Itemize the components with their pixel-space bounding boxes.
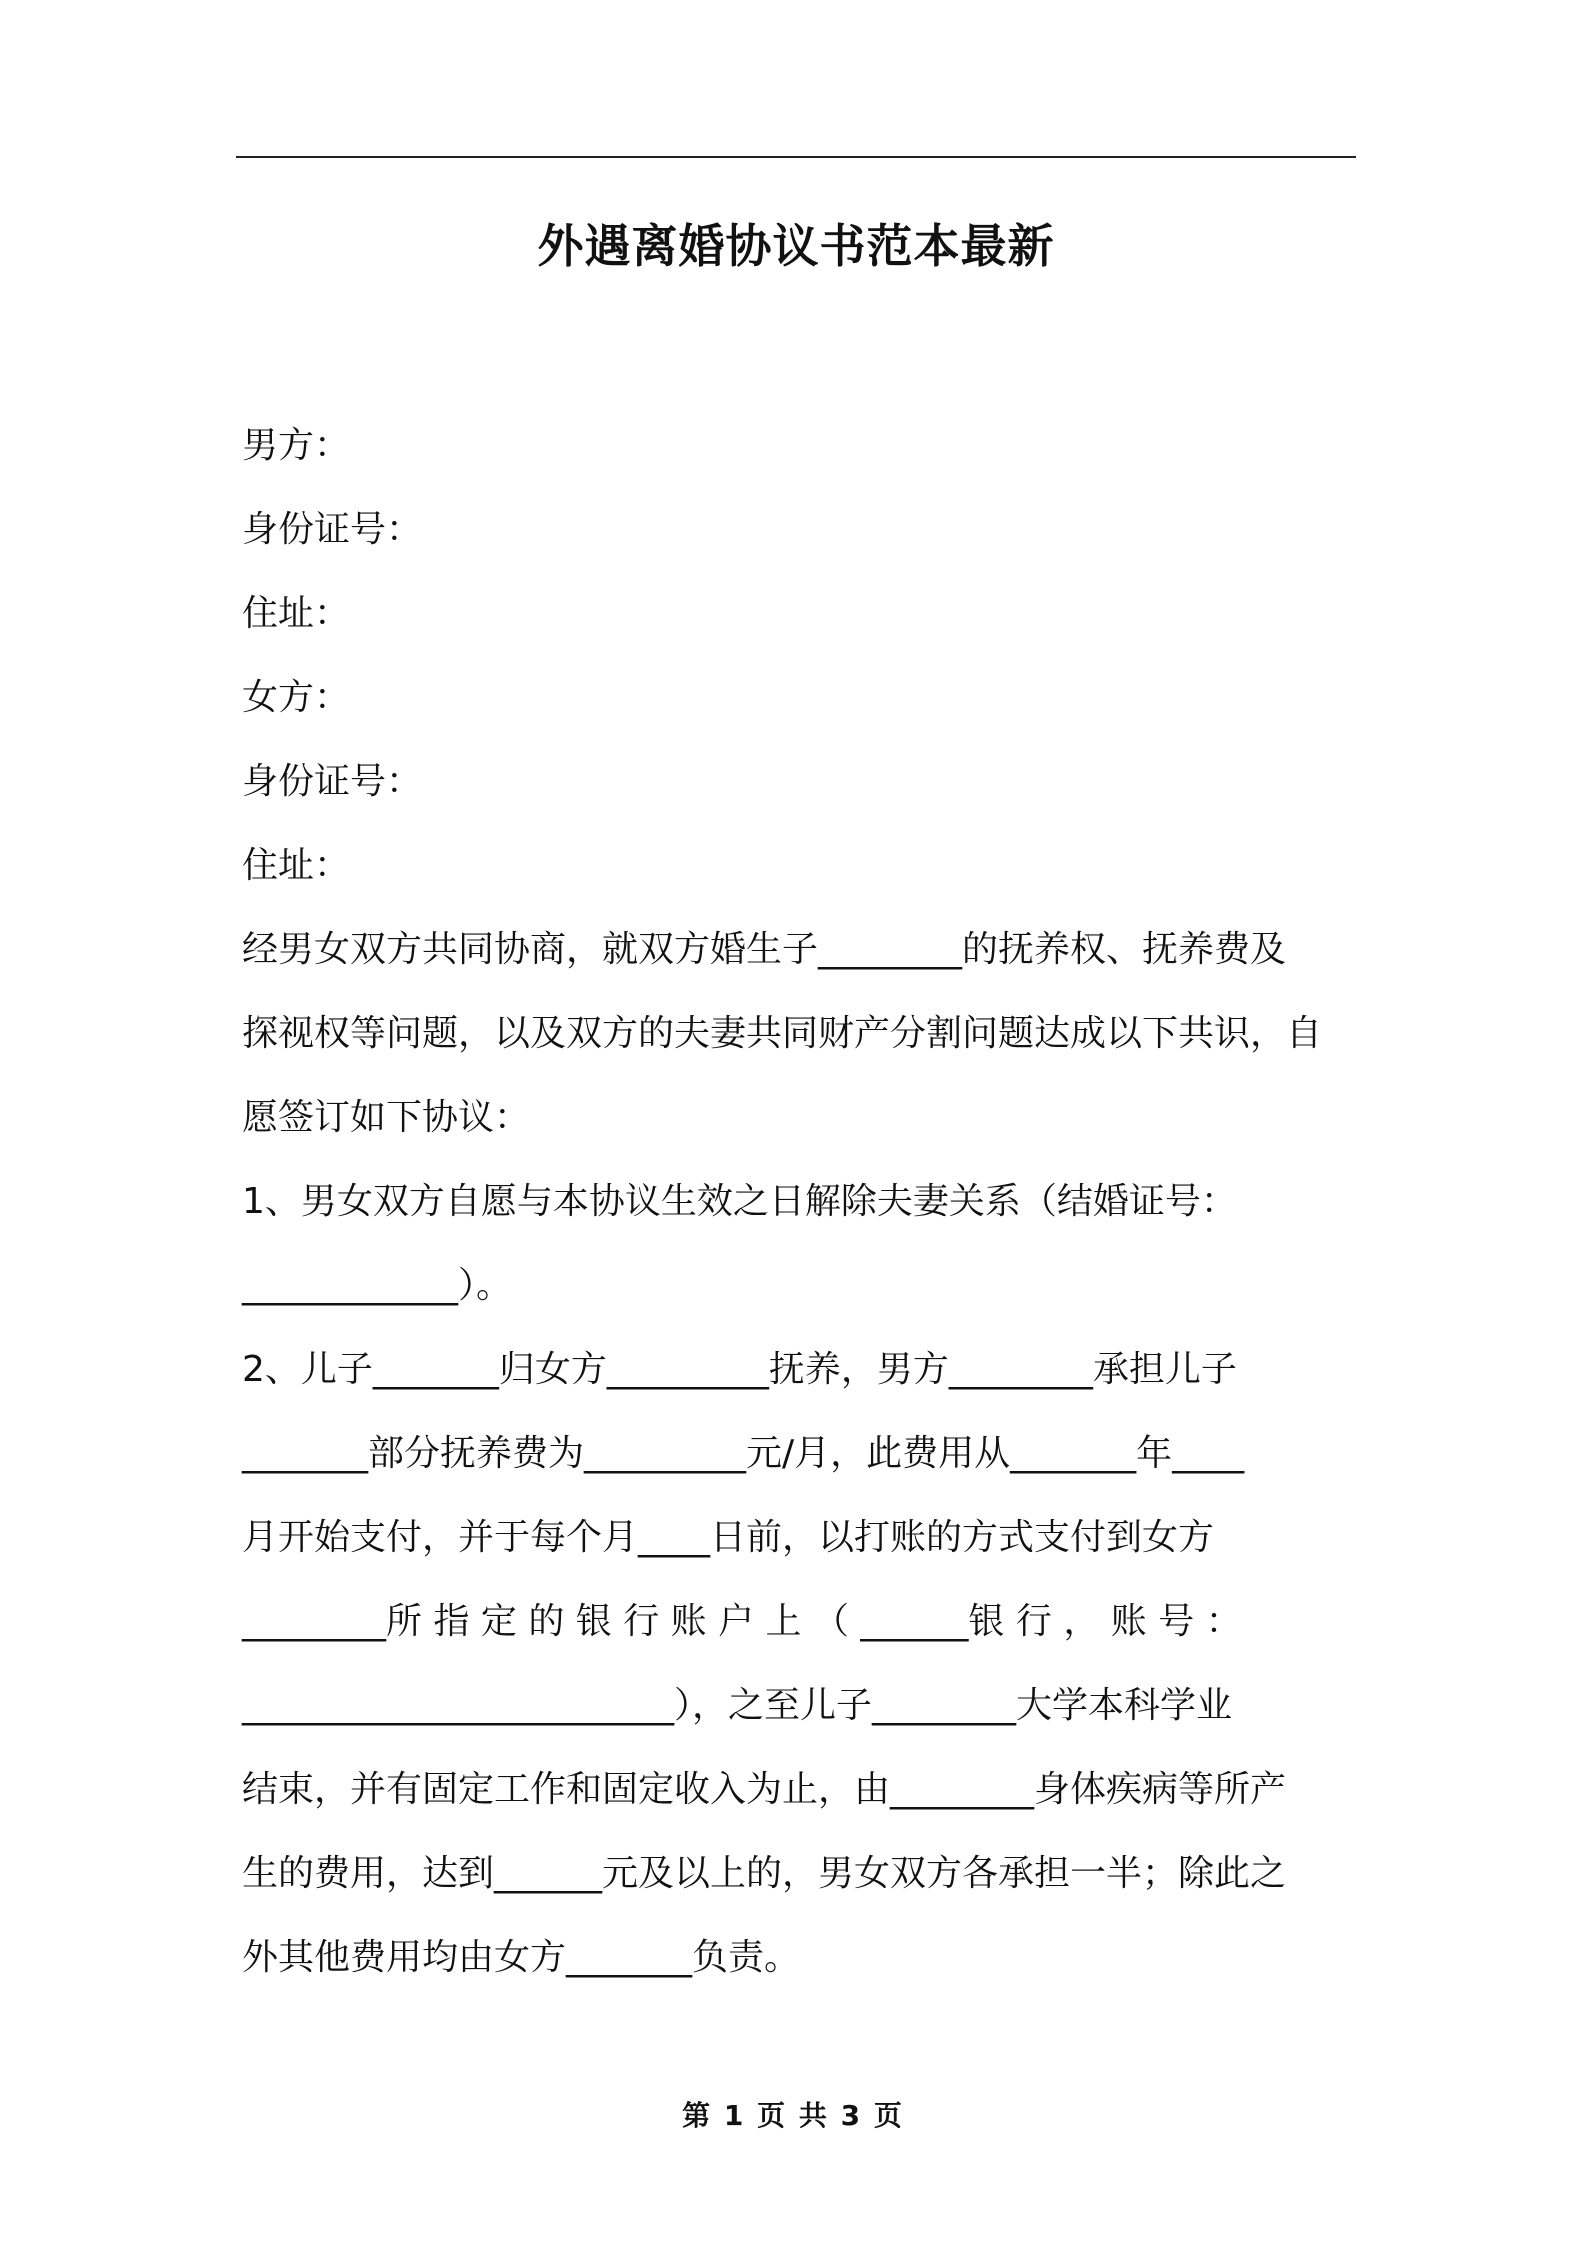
line-male-id: 身份证号：	[242, 509, 423, 550]
clause-2-line-1: 2、儿子_______归女方_________抚养，男方________承担儿子	[242, 1349, 1237, 1390]
document-title: 外遇离婚协议书范本最新	[537, 219, 1055, 273]
paragraph-intro-line-3: 愿签订如下协议：	[242, 1097, 531, 1138]
line-female-party: 女方：	[242, 677, 351, 718]
document-body	[242, 404, 1354, 2000]
clause-2-line-6: 结束，并有固定工作和固定收入为止，由________身体疾病等所产	[242, 1769, 1287, 1810]
clause-2-line-5: ________________________），之至儿子________大学本科学业	[242, 1685, 1233, 1726]
line-male-party: 男方：	[242, 425, 351, 466]
clause-2-line-3: 月开始支付，并于每个月____日前，以打账的方式支付到女方	[242, 1517, 1215, 1558]
header-rule	[236, 156, 1356, 158]
line-male-address: 住址：	[242, 593, 351, 634]
clause-2-line-7: 生的费用，达到______元及以上的，男女双方各承担一半；除此之	[242, 1853, 1287, 1894]
paragraph-intro-line-2: 探视权等问题，以及双方的夫妻共同财产分割问题达成以下共识，自	[242, 1013, 1323, 1054]
clause-2-line-4: ________所 指 定 的 银 行 账 户 上 （ ______银 行 ， 账 号 ：	[242, 1601, 1242, 1642]
line-female-address: 住址：	[242, 845, 351, 886]
clause-1-line-1: 1、男女双方自愿与本协议生效之日解除夫妻关系（结婚证号：	[242, 1181, 1237, 1222]
line-female-id: 身份证号：	[242, 761, 423, 802]
clause-2-line-2: _______部分抚养费为_________元/月，此费用从_______年____	[242, 1433, 1245, 1474]
clause-1-line-2: ____________）。	[242, 1265, 513, 1306]
clause-2-line-8: 外其他费用均由女方_______负责。	[242, 1937, 801, 1978]
paragraph-intro-line-1: 经男女双方共同协商，就双方婚生子________的抚养权、抚养费及	[242, 929, 1287, 970]
page-number-footer: 第 1 页 共 3 页	[682, 2099, 904, 2132]
